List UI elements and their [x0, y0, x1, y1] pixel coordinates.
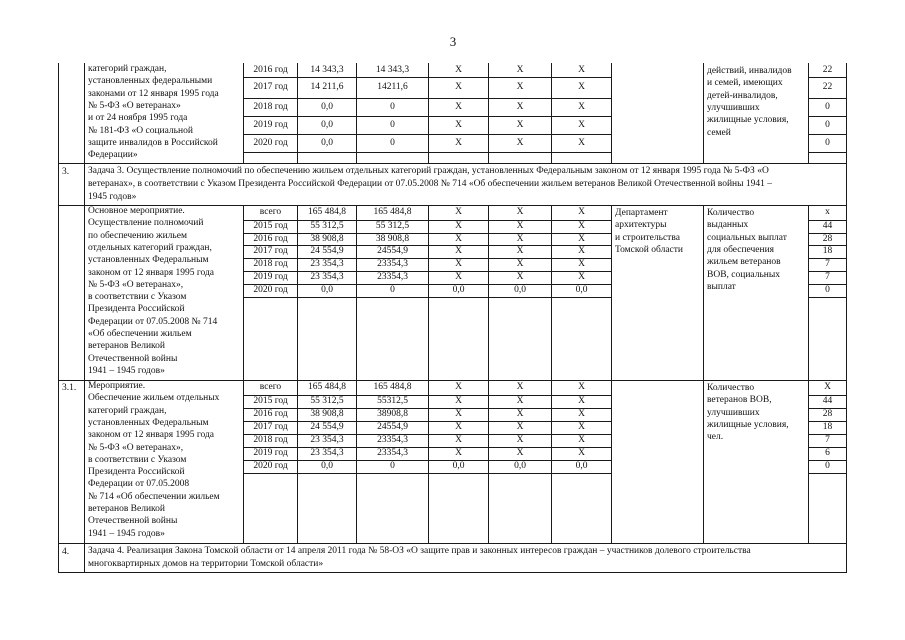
indicator-value: Х — [824, 382, 831, 392]
description-line: Мероприятие. — [88, 381, 146, 391]
federal-cell: 165 484,8 — [373, 382, 412, 392]
value-cell: Х — [516, 396, 524, 406]
column-border — [356, 205, 357, 381]
column-border — [243, 63, 244, 164]
executor-line: Томской области — [615, 244, 683, 255]
year-cell: 2020 год — [253, 138, 288, 148]
total-cell: 23 354,3 — [310, 259, 344, 269]
task-number: 4. — [62, 547, 70, 557]
indicator-value: 7 — [825, 435, 830, 445]
row-border — [808, 98, 847, 99]
total-cell: 14 211,6 — [310, 82, 344, 92]
federal-cell: 0 — [390, 285, 395, 295]
description-line: законом от 12 января 1995 года — [88, 430, 215, 441]
indicator-line: жилищные условия, — [707, 419, 789, 430]
column-border — [703, 63, 704, 164]
column-border — [611, 380, 612, 544]
column-border — [58, 63, 59, 164]
total-cell: 23 354,3 — [310, 448, 344, 458]
description-line: 1941 – 1945 годов» — [88, 528, 165, 539]
description-line: Федерации от 07.05.2008 — [88, 479, 190, 490]
value-cell: Х — [516, 234, 524, 244]
value-cell: 0,0 — [514, 461, 526, 471]
description-line: № 5-ФЗ «О ветеранах», — [88, 279, 184, 290]
indicator-value: 22 — [822, 82, 833, 92]
federal-cell: 0 — [390, 461, 395, 471]
indicator-value: 0 — [825, 120, 830, 130]
task-title-line: ветеранах», в соответствии с Указом Президента Российской Федерации от 07.05.2008 № 714 «Об обеспечении жильем ветеранов Великой Отечественной войны 1941 – — [88, 179, 773, 189]
indicator-line: ВОВ, социальных — [707, 269, 781, 280]
federal-cell: 23354,3 — [377, 435, 408, 445]
column-border — [846, 543, 847, 573]
column-border — [488, 380, 489, 544]
value-cell: Х — [455, 82, 462, 92]
total-cell: 38 908,8 — [310, 409, 344, 419]
federal-cell: 38908,8 — [377, 409, 408, 419]
column-border — [84, 380, 85, 544]
column-border — [551, 380, 552, 544]
description-line: отдельных категорий граждан, — [88, 242, 212, 253]
value-cell: Х — [455, 207, 462, 217]
description-line: ветеранов Великой — [88, 341, 166, 352]
column-border — [356, 63, 357, 164]
description-line: Отечественной войны — [88, 353, 178, 364]
year-cell: 2016 год — [253, 65, 288, 75]
column-border — [428, 63, 429, 164]
value-cell: Х — [516, 409, 524, 419]
value-cell: Х — [578, 272, 585, 282]
column-border — [58, 380, 59, 544]
value-cell: Х — [578, 435, 585, 445]
column-border — [846, 205, 847, 381]
column-border — [808, 63, 809, 164]
column-border — [551, 205, 552, 381]
indicator-line: жилищные условия, — [707, 115, 789, 126]
year-cell: 2020 год — [253, 461, 288, 471]
column-border — [84, 543, 85, 573]
federal-cell: 23354,3 — [377, 259, 408, 269]
description-line: по обеспечению жильем — [88, 230, 187, 241]
column-border — [551, 63, 552, 164]
row-border — [808, 116, 847, 117]
federal-cell: 38 908,8 — [375, 234, 410, 244]
value-cell: Х — [455, 409, 462, 419]
indicator-line: семей — [707, 127, 731, 138]
indicator-line: выплат — [707, 281, 736, 292]
description-line: установленных федеральными — [88, 76, 213, 87]
year-cell: 2015 год — [253, 396, 288, 406]
description-line: Обеспечение жильем отдельных — [88, 393, 220, 404]
page-number: 3 — [449, 34, 457, 49]
value-cell: 0,0 — [514, 285, 526, 295]
value-cell: Х — [455, 435, 462, 445]
federal-cell: 14 343,3 — [375, 65, 410, 75]
column-border — [84, 163, 85, 206]
column-border — [428, 205, 429, 381]
federal-cell: 24554,9 — [377, 422, 408, 432]
year-cell: 2019 год — [253, 120, 288, 130]
federal-cell: 0 — [390, 138, 395, 148]
column-border — [703, 380, 704, 544]
federal-cell: 55312,5 — [377, 396, 408, 406]
column-border — [297, 205, 298, 381]
value-cell: Х — [455, 448, 462, 458]
value-cell: Х — [578, 120, 585, 130]
total-cell: 23 354,3 — [310, 435, 344, 445]
value-cell: Х — [455, 221, 462, 231]
value-cell: Х — [578, 422, 585, 432]
indicator-value: 18 — [822, 422, 833, 432]
indicator-line: улучшивших — [707, 102, 760, 113]
column-border — [356, 380, 357, 544]
indicator-line: социальных выплат — [707, 232, 787, 243]
column-border — [428, 380, 429, 544]
value-cell: Х — [455, 138, 462, 148]
total-cell: 55 312,5 — [310, 396, 344, 406]
executor-line: архитектуры — [615, 220, 667, 231]
description-line: № 5-ФЗ «О ветеранах», — [88, 442, 184, 453]
description-line: законами от 12 января 1995 года — [88, 88, 219, 99]
column-border — [846, 163, 847, 206]
value-cell: Х — [516, 259, 524, 269]
value-cell: Х — [578, 102, 585, 112]
description-line: № 5-ФЗ «О ветеранах» — [88, 100, 181, 111]
value-cell: Х — [516, 120, 524, 130]
total-cell: 0,0 — [321, 285, 333, 295]
federal-cell: 23354,3 — [377, 272, 408, 282]
value-cell: Х — [578, 396, 585, 406]
column-border — [808, 205, 809, 381]
column-border — [846, 380, 847, 544]
row-border — [808, 152, 847, 153]
total-cell: 0,0 — [321, 461, 333, 471]
column-border — [488, 205, 489, 381]
year-cell: 2018 год — [253, 259, 288, 269]
indicator-value: х — [825, 207, 830, 217]
total-cell: 38 908,8 — [310, 234, 344, 244]
value-cell: Х — [516, 221, 524, 231]
year-cell: 2019 год — [253, 448, 288, 458]
year-cell: 2017 год — [253, 82, 288, 92]
row-border — [808, 134, 847, 135]
indicator-line: улучшивших — [707, 407, 760, 418]
description-line: в соответствии с Указом — [88, 292, 187, 303]
executor-line: Департамент — [615, 208, 668, 218]
value-cell: Х — [578, 234, 585, 244]
indicator-value: 6 — [825, 448, 830, 458]
year-cell: 2015 год — [253, 221, 288, 231]
value-cell: Х — [455, 65, 462, 75]
year-cell: 2020 год — [253, 285, 288, 295]
value-cell: Х — [455, 234, 462, 244]
total-cell: 0,0 — [321, 138, 333, 148]
federal-cell: 0 — [390, 102, 395, 112]
column-border — [488, 63, 489, 164]
column-border — [243, 380, 244, 544]
description-line: установленных Федеральным — [88, 417, 209, 428]
value-cell: Х — [516, 435, 524, 445]
value-cell: Х — [455, 120, 462, 130]
year-cell: 2019 год — [253, 272, 288, 282]
value-cell: Х — [578, 259, 585, 269]
description-line: 1941 – 1945 годов» — [88, 365, 165, 376]
total-cell: 165 484,8 — [308, 207, 346, 217]
row-border — [58, 163, 847, 164]
year-cell: 2017 год — [253, 246, 288, 256]
column-border — [611, 63, 612, 164]
value-cell: Х — [578, 207, 585, 217]
indicator-line: и семей, имеющих — [707, 78, 783, 89]
column-border — [84, 63, 85, 164]
description-line: Федерации от 07.05.2008 № 714 — [88, 316, 218, 327]
value-cell: Х — [455, 422, 462, 432]
task-title-line: многоквартирных домов на территории Томской области» — [88, 559, 324, 569]
column-border — [297, 63, 298, 164]
description-line: Президента Российской — [88, 467, 185, 478]
description-line: и от 24 ноября 1995 года — [88, 113, 188, 124]
column-border — [58, 543, 59, 573]
total-cell: 23 354,3 — [310, 272, 344, 282]
value-cell: Х — [516, 382, 524, 392]
indicator-value: 44 — [822, 396, 833, 406]
row-border — [58, 572, 847, 573]
indicator-value: 7 — [825, 272, 830, 282]
value-cell: 0,0 — [452, 461, 465, 471]
column-border — [58, 205, 59, 381]
federal-cell: 14211,6 — [377, 82, 408, 92]
indicator-value: 28 — [822, 234, 833, 244]
indicator-line: Количество — [707, 208, 755, 218]
indicator-value: 0 — [825, 138, 830, 148]
description-line: Основное мероприятие. — [88, 206, 185, 216]
value-cell: Х — [516, 138, 524, 148]
column-border — [58, 163, 59, 206]
value-cell: Х — [516, 102, 524, 112]
value-cell: Х — [578, 448, 585, 458]
value-cell: Х — [578, 246, 585, 256]
value-cell: Х — [578, 138, 585, 148]
row-border — [808, 77, 847, 78]
value-cell: Х — [578, 65, 585, 75]
value-cell: Х — [455, 382, 462, 392]
description-line: законом от 12 января 1995 года — [88, 267, 215, 278]
value-cell: Х — [516, 65, 524, 75]
activity-number: 3.1. — [62, 383, 77, 393]
year-cell: 2016 год — [253, 409, 288, 419]
value-cell: Х — [516, 448, 524, 458]
indicator-value: 22 — [822, 65, 833, 75]
value-cell: Х — [578, 382, 585, 392]
column-border — [611, 205, 612, 381]
row-border — [808, 297, 847, 298]
row-border — [808, 473, 847, 474]
indicator-value: 0 — [825, 461, 830, 471]
description-line: категорий граждан, — [88, 64, 167, 74]
value-cell: Х — [578, 409, 585, 419]
year-cell: 2018 год — [253, 102, 288, 112]
indicator-line: для обеспечения — [707, 244, 775, 255]
indicator-value: 18 — [822, 246, 833, 256]
value-cell: Х — [455, 272, 462, 282]
indicator-value: 28 — [822, 409, 833, 419]
indicator-line: Количество — [707, 383, 755, 393]
description-line: защите инвалидов в Российской — [88, 137, 218, 148]
column-border — [846, 63, 847, 164]
value-cell: Х — [516, 422, 524, 432]
description-line: ветеранов Великой — [88, 504, 166, 514]
value-cell: Х — [455, 259, 462, 269]
description-line: установленных Федеральным — [88, 255, 209, 266]
federal-cell: 0 — [390, 120, 395, 130]
year-cell: 2016 год — [253, 234, 288, 244]
task-number: 3. — [62, 167, 70, 177]
description-line: «Об обеспечении жильем — [88, 329, 192, 339]
federal-cell: 24554,9 — [377, 246, 408, 256]
indicator-value: 44 — [822, 221, 833, 231]
value-cell: Х — [455, 246, 462, 256]
value-cell: Х — [516, 82, 524, 92]
year-cell: 2018 год — [253, 435, 288, 445]
total-cell: 24 554,9 — [310, 422, 344, 432]
description-line: Президента Российской — [88, 304, 185, 315]
total-cell: 14 343,3 — [310, 65, 344, 75]
total-cell: 24 554,9 — [310, 246, 344, 256]
indicator-line: жильем ветеранов — [707, 257, 781, 268]
column-border — [243, 205, 244, 381]
value-cell: 0,0 — [575, 285, 588, 295]
indicator-line: выданных — [707, 220, 749, 231]
federal-cell: 165 484,8 — [373, 207, 412, 217]
column-border — [808, 380, 809, 544]
indicator-line: ветеранов ВОВ, — [707, 395, 772, 406]
year-cell: всего — [259, 207, 282, 217]
year-cell: 2017 год — [253, 422, 288, 432]
value-cell: Х — [578, 221, 585, 231]
column-border — [297, 380, 298, 544]
task-title-line: 1945 годов» — [88, 192, 137, 202]
column-border — [703, 205, 704, 381]
value-cell: Х — [516, 272, 524, 282]
description-line: Федерации» — [88, 150, 138, 161]
value-cell: Х — [516, 207, 524, 217]
row-border — [58, 543, 847, 544]
indicator-line: действий, инвалидов — [707, 66, 792, 76]
value-cell: Х — [578, 82, 585, 92]
federal-cell: 55 312,5 — [375, 221, 410, 231]
indicator-line: детей-инвалидов, — [707, 90, 778, 101]
value-cell: Х — [516, 246, 524, 256]
value-cell: Х — [455, 102, 462, 112]
total-cell: 55 312,5 — [310, 221, 344, 231]
description-line: Отечественной войны — [88, 516, 178, 527]
executor-line: и строительства — [615, 232, 680, 243]
task-title-line: Задача 3. Осуществление полномочий по обеспечению жильем отдельных категорий граждан, установленных Федеральным законом от 12 января 1995 года № 5-ФЗ «О — [88, 166, 769, 176]
indicator-value: 0 — [825, 102, 830, 112]
total-cell: 165 484,8 — [308, 382, 346, 392]
federal-cell: 23354,3 — [377, 448, 408, 458]
total-cell: 0,0 — [321, 102, 333, 112]
indicator-value: 7 — [825, 259, 830, 269]
description-line: в соответствии с Указом — [88, 454, 187, 465]
value-cell: 0,0 — [452, 285, 465, 295]
indicator-line: чел. — [707, 432, 724, 443]
total-cell: 0,0 — [321, 120, 333, 130]
column-border — [84, 205, 85, 381]
description-line: № 181-ФЗ «О социальной — [88, 125, 193, 136]
description-line: Осуществление полномочий — [88, 218, 204, 229]
description-line: № 714 «Об обеспечении жильем — [88, 491, 220, 502]
description-line: категорий граждан, — [88, 405, 167, 416]
indicator-value: 0 — [825, 285, 830, 295]
year-cell: всего — [259, 382, 282, 392]
value-cell: 0,0 — [575, 461, 588, 471]
value-cell: Х — [455, 396, 462, 406]
task-title-line: Задача 4. Реализация Закона Томской области от 14 апреля 2011 года № 58-ОЗ «О защите прав и законных интересов граждан – участников долевого строительства — [88, 546, 751, 556]
